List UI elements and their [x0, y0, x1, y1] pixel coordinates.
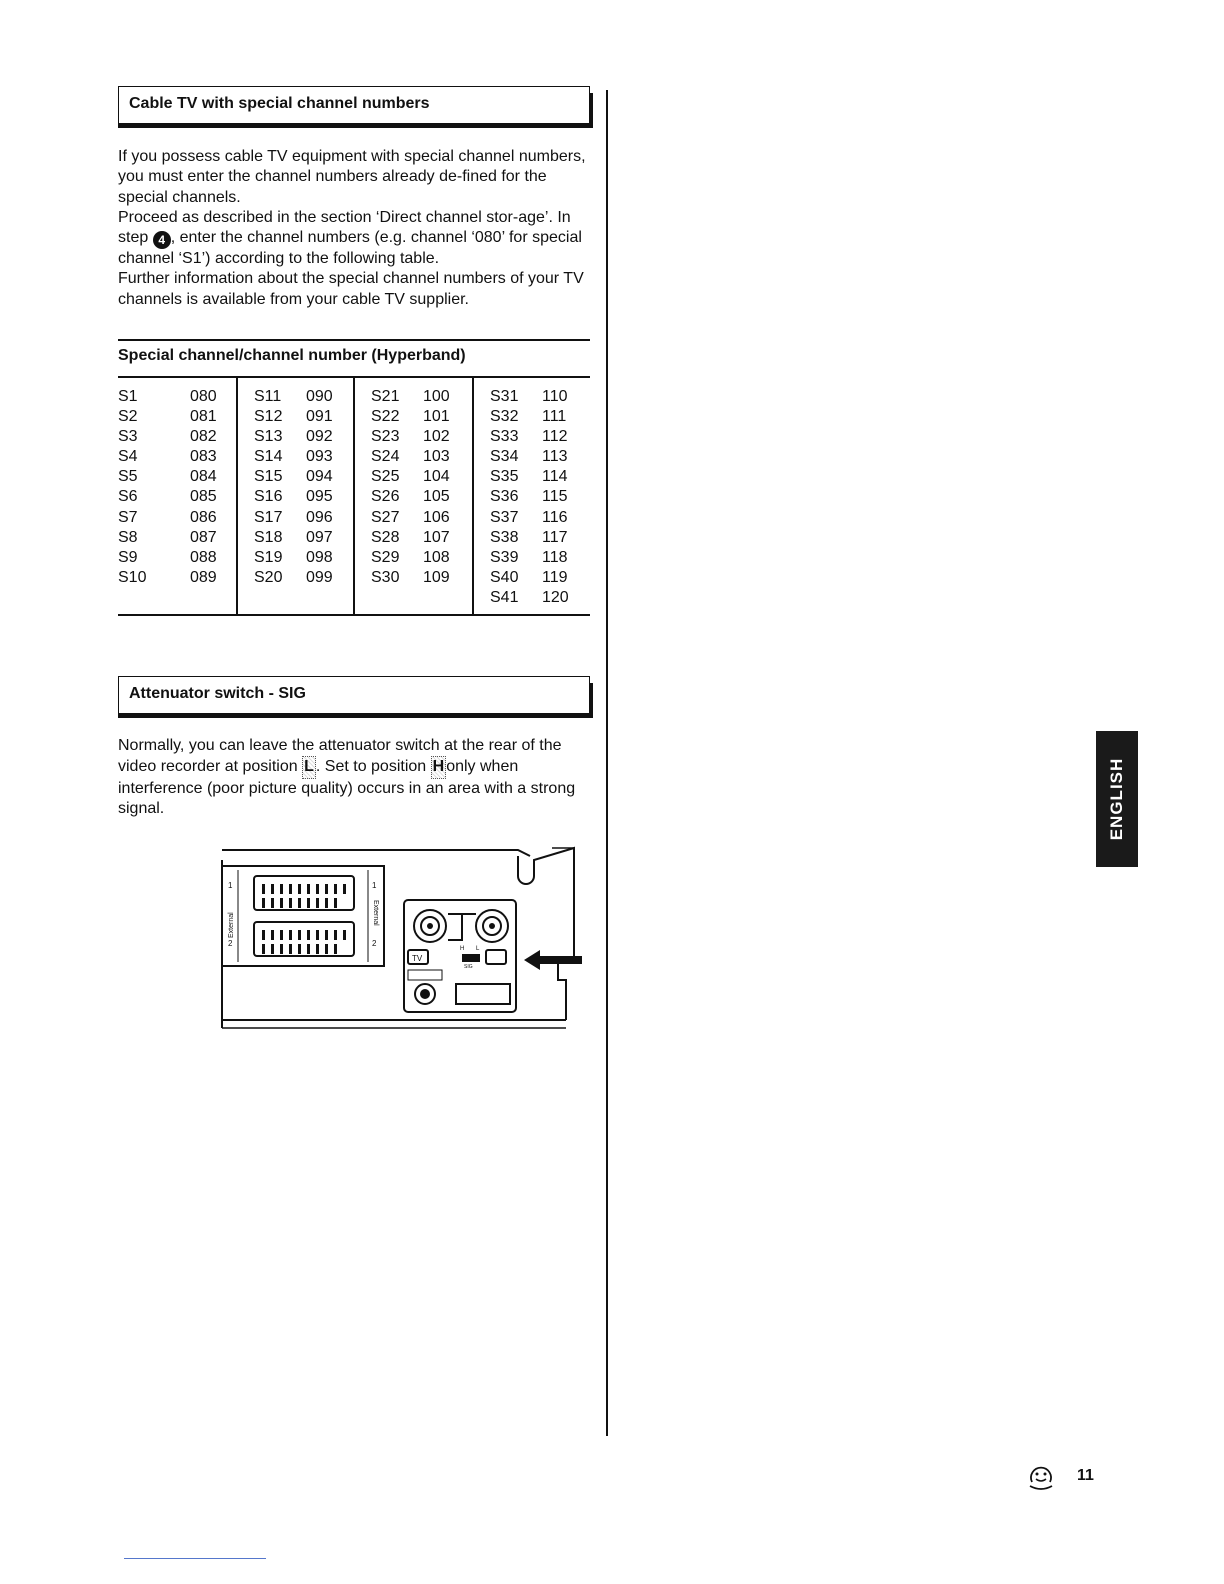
table-title: Special channel/channel number (Hyperband) [118, 347, 466, 364]
table-row [371, 528, 463, 548]
table-row [254, 427, 346, 447]
table-row [371, 467, 463, 487]
step-number-icon: 4 [153, 231, 171, 249]
channel-number-cell: 083 [190, 448, 217, 466]
special-channel-cell: S23 [371, 428, 400, 446]
channel-number-cell: 085 [190, 488, 217, 506]
channel-number-cell: 094 [306, 468, 333, 486]
attenuator-body [118, 736, 593, 819]
table-row [490, 528, 582, 548]
channel-number-cell: 097 [306, 528, 333, 546]
paragraph-text: Normally, you can leave the attenuator switch at the rear of the video recorder at position [118, 737, 562, 776]
channel-number-cell: 099 [306, 568, 333, 586]
paragraph-text: Proceed as described in the section ‘Direct channel stor-age’. In step [118, 208, 571, 247]
recycle-face-icon [1026, 1462, 1056, 1492]
table-row [118, 467, 230, 487]
table-row [490, 588, 582, 608]
table-row [490, 447, 582, 467]
channel-number-cell: 081 [190, 408, 217, 426]
special-channel-cell: S29 [371, 548, 400, 566]
channel-number-cell: 087 [190, 528, 217, 546]
table-row [118, 548, 230, 568]
channel-number-cell: 112 [542, 428, 568, 446]
channel-number-cell: 116 [542, 508, 568, 526]
label-tv: TV [412, 954, 423, 963]
special-channel-cell: S25 [371, 468, 400, 486]
label-l: L [476, 946, 480, 952]
table-row [371, 387, 463, 407]
channel-number-cell: 111 [542, 408, 567, 426]
table-row [254, 487, 346, 507]
special-channel-cell: S10 [118, 568, 147, 586]
channel-number-cell: 105 [423, 488, 450, 506]
special-channel-cell: S38 [490, 528, 519, 546]
label-sig: SIG [464, 964, 473, 970]
channel-number-cell: 092 [306, 428, 333, 446]
channel-number-cell: 104 [423, 468, 450, 486]
table-column [490, 387, 582, 608]
table-row [118, 508, 230, 528]
special-channel-cell: S16 [254, 488, 283, 506]
channel-number-cell: 117 [542, 528, 568, 546]
label-1: 1 [372, 881, 377, 890]
special-channel-cell: S12 [254, 408, 283, 426]
panel-top-edge [222, 850, 530, 856]
label-external: External [372, 900, 379, 926]
special-channel-cell: S37 [490, 508, 519, 526]
section-header-cable-tv [118, 86, 590, 124]
label-external: External [228, 912, 235, 938]
special-channel-cell: S22 [371, 408, 400, 426]
special-channel-cell: S9 [118, 548, 138, 566]
special-channel-cell: S30 [371, 568, 400, 586]
column-divider [472, 377, 474, 615]
special-channel-cell: S20 [254, 568, 283, 586]
scart-block [222, 866, 384, 966]
special-channel-cell: S5 [118, 468, 138, 486]
header-rule [118, 123, 594, 128]
table-row [490, 548, 582, 568]
channel-number-cell: 089 [190, 568, 217, 586]
section-title: Attenuator switch - SIG [129, 685, 306, 702]
table-column [118, 387, 230, 588]
paragraph [118, 736, 593, 819]
table-row [490, 568, 582, 588]
special-channel-cell: S3 [118, 428, 138, 446]
paragraph: If you possess cable TV equipment with special channel numbers, you must enter the channel numbers already de-fined for the special channels. [118, 148, 586, 206]
channel-number-cell: 102 [423, 428, 450, 446]
table-row [254, 528, 346, 548]
special-channel-cell: S33 [490, 428, 519, 446]
header-decoration [589, 93, 593, 124]
special-channel-cell: S36 [490, 488, 519, 506]
table-row [118, 528, 230, 548]
table-top-rule [118, 339, 590, 341]
table-row [371, 548, 463, 568]
channel-number-cell: 120 [542, 588, 569, 606]
table-column [371, 387, 463, 588]
special-channel-cell: S28 [371, 528, 400, 546]
special-channel-cell: S1 [118, 388, 138, 405]
special-channel-cell: S27 [371, 508, 400, 526]
special-channel-cell: S31 [490, 388, 519, 405]
table-row [118, 447, 230, 467]
header-decoration [589, 683, 593, 714]
paragraph-text: only when interference (poor picture quality) occurs in an area with a strong signal. [118, 758, 576, 817]
table-row [490, 427, 582, 447]
page-number: 11 [1077, 1467, 1094, 1484]
column-divider [353, 377, 355, 615]
channel-number-cell: 107 [423, 528, 450, 546]
section-title: Cable TV with special channel numbers [129, 95, 430, 112]
special-channel-cell: S40 [490, 568, 519, 586]
channel-number-cell: 101 [423, 408, 450, 426]
special-channel-cell: S24 [371, 448, 400, 466]
table-row [490, 407, 582, 427]
language-label: ENGLISH [1107, 757, 1126, 841]
table-column [254, 387, 346, 588]
special-channel-cell: S11 [254, 388, 282, 405]
special-channel-cell: S18 [254, 528, 283, 546]
channel-number-cell: 103 [423, 448, 450, 466]
table-row [118, 568, 230, 588]
paragraph-text: . Set to position [315, 758, 431, 776]
position-h-badge: H [431, 756, 447, 778]
channel-number-cell: 086 [190, 508, 217, 526]
table-row [118, 407, 230, 427]
label-2: 2 [372, 939, 377, 948]
table-row [490, 508, 582, 528]
special-channel-cell: S32 [490, 408, 519, 426]
special-channel-cell: S21 [371, 388, 400, 405]
special-channel-cell: S14 [254, 448, 283, 466]
table-row [118, 427, 230, 447]
channel-number-cell: 090 [306, 388, 333, 405]
channel-number-cell: 091 [306, 408, 333, 426]
footer-link-line [124, 1558, 266, 1559]
special-channel-cell: S17 [254, 508, 283, 526]
table-row [254, 407, 346, 427]
paragraph-text: , enter the channel numbers (e.g. channel ‘080’ for special channel ‘S1’) according to the following table. [118, 229, 582, 268]
special-channel-cell: S8 [118, 528, 138, 546]
paragraph [118, 208, 593, 270]
table-row [371, 427, 463, 447]
table-row [490, 387, 582, 407]
table-bottom-rule [118, 614, 590, 616]
page-column-rule [606, 90, 608, 1436]
special-channel-cell: S34 [490, 448, 519, 466]
rear-panel-diagram [218, 842, 588, 1042]
special-channel-cell: S19 [254, 548, 283, 566]
position-l-badge: L [302, 756, 316, 778]
section-header-attenuator [118, 676, 590, 714]
special-channel-cell: S6 [118, 488, 138, 506]
special-channel-cell: S7 [118, 508, 138, 526]
table-row [371, 487, 463, 507]
table-row [254, 467, 346, 487]
table-row [254, 387, 346, 407]
channel-number-cell: 108 [423, 548, 450, 566]
channel-number-cell: 096 [306, 508, 333, 526]
channel-number-cell: 114 [542, 468, 568, 486]
special-channel-cell: S15 [254, 468, 283, 486]
label-h: H [460, 946, 465, 952]
table-row [371, 407, 463, 427]
special-channel-cell: S39 [490, 548, 519, 566]
header-rule [118, 713, 594, 718]
table-row [118, 387, 230, 407]
scart-pins-2 [262, 930, 346, 954]
channel-number-cell: 088 [190, 548, 217, 566]
table-row [490, 467, 582, 487]
table-row [118, 487, 230, 507]
table-row [490, 487, 582, 507]
label-2: 2 [228, 939, 233, 948]
special-channel-cell: S41 [490, 588, 519, 606]
panel-right-edge [518, 848, 574, 960]
channel-number-cell: 118 [542, 548, 568, 566]
channel-number-cell: 080 [190, 388, 217, 405]
special-channel-cell: S4 [118, 448, 138, 466]
special-channel-cell: S13 [254, 428, 283, 446]
table-row [371, 508, 463, 528]
channel-number-cell: 095 [306, 488, 333, 506]
scart-pins-1 [262, 884, 346, 908]
table-row [254, 508, 346, 528]
channel-number-cell: 098 [306, 548, 333, 566]
channel-number-cell: 100 [423, 388, 450, 405]
language-tab [1096, 731, 1138, 867]
channel-number-cell: 106 [423, 508, 450, 526]
channel-number-cell: 110 [542, 388, 568, 405]
channel-number-cell: 093 [306, 448, 333, 466]
special-channel-cell: S2 [118, 408, 138, 426]
channel-number-cell: 084 [190, 468, 217, 486]
table-row [254, 548, 346, 568]
cable-tv-body [118, 147, 593, 310]
special-channel-cell: S26 [371, 488, 400, 506]
channel-number-cell: 115 [542, 488, 568, 506]
special-channel-cell: S35 [490, 468, 519, 486]
paragraph: Further information about the special channel numbers of your TV channels is available from your cable TV supplier. [118, 270, 584, 308]
label-1: 1 [228, 881, 233, 890]
channel-number-cell: 113 [542, 448, 568, 466]
table-row [371, 568, 463, 588]
channel-number-cell: 109 [423, 568, 450, 586]
channel-number-cell: 119 [542, 568, 568, 586]
column-divider [236, 377, 238, 615]
attenuator-switch [462, 954, 480, 962]
channel-number-cell: 082 [190, 428, 217, 446]
table-row [254, 568, 346, 588]
table-row [254, 447, 346, 467]
table-row [371, 447, 463, 467]
